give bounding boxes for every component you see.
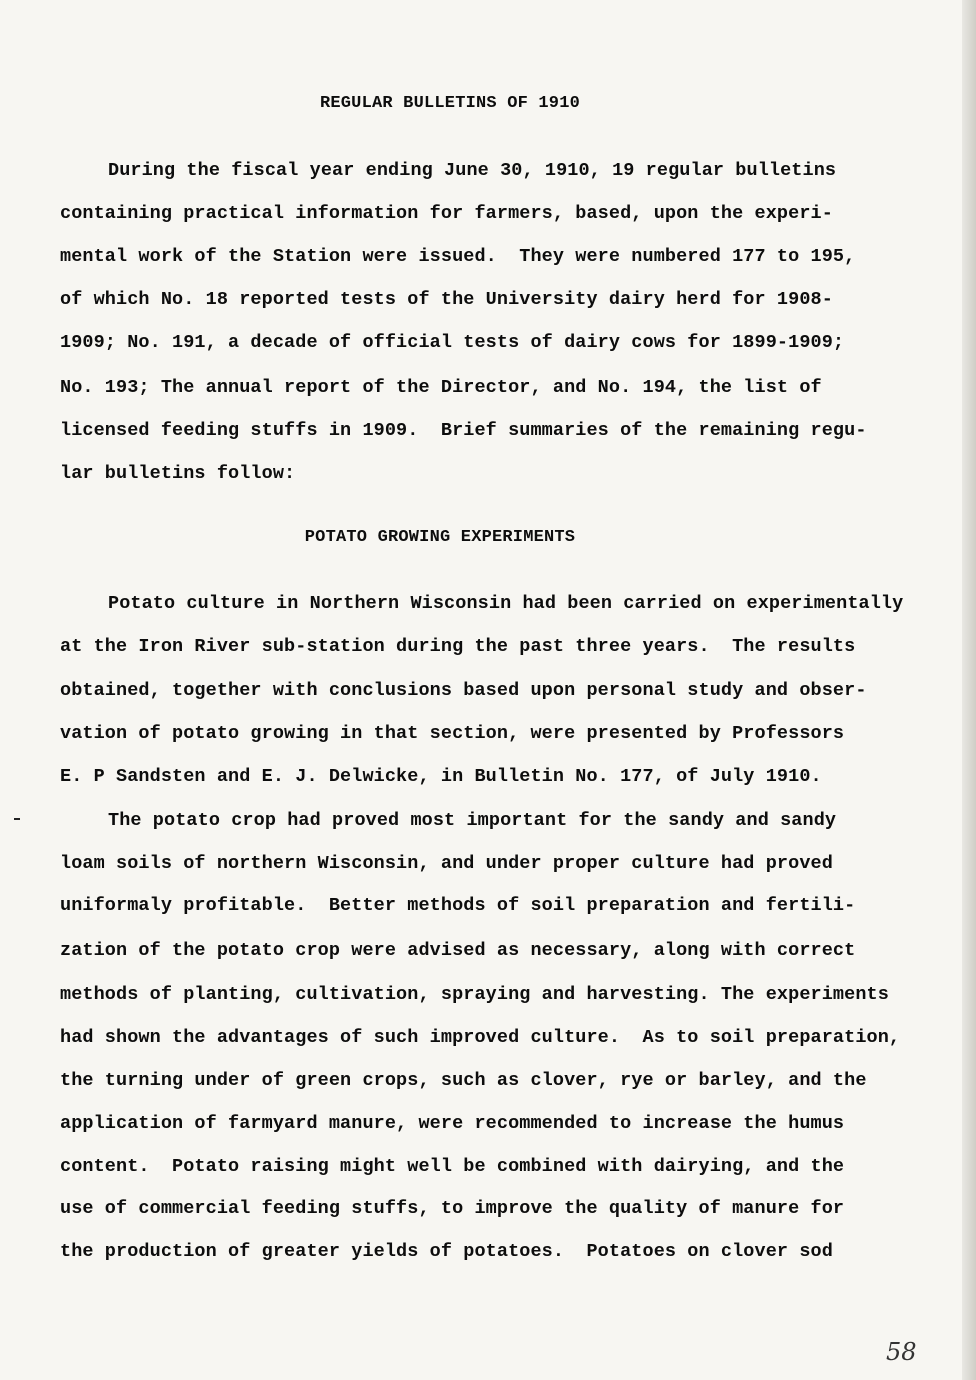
text-line: containing practical information for farmers, based, upon the experi- [60,203,833,224]
text-line: No. 193; The annual report of the Director, and No. 194, the list of [60,377,822,398]
text-line: methods of planting, cultivation, spraying and harvesting. The experiments [60,984,889,1005]
text-line: Potato culture in Northern Wisconsin had been carried on experimentally [108,593,904,614]
text-line: During the fiscal year ending June 30, 1910, 19 regular bulletins [108,160,837,181]
text-line: had shown the advantages of such improved culture. As to soil preparation, [60,1027,901,1048]
text-line: the turning under of green crops, such as clover, rye or barley, and the [60,1070,867,1091]
text-line: of which No. 18 reported tests of the University dairy herd for 1908- [60,289,833,310]
text-line: lar bulletins follow: [60,463,296,484]
text-line: obtained, together with conclusions based upon personal study and obser- [60,680,867,701]
text-line: at the Iron River sub-station during the past three years. The results [60,636,856,657]
section-heading-regular-bulletins: REGULAR BULLETINS OF 1910 [319,94,581,113]
text-line: the production of greater yields of potatoes. Potatoes on clover sod [60,1241,833,1262]
text-line: mental work of the Station were issued. They were numbered 177 to 195, [60,246,856,267]
page-edge-shadow [962,0,976,1380]
text-line: vation of potato growing in that section, were presented by Professors [60,723,845,744]
text-line: licensed feeding stuffs in 1909. Brief summaries of the remaining regu- [60,420,867,441]
text-line: E. P Sandsten and E. J. Delwicke, in Bulletin No. 177, of July 1910. [60,766,822,787]
text-line: The potato crop had proved most important for the sandy and sandy [108,810,837,831]
section-heading-potato-growing: POTATO GROWING EXPERIMENTS [304,528,576,547]
page-number: 58 [886,1338,917,1366]
text-line: 1909; No. 191, a decade of official tests of dairy cows for 1899-1909; [60,332,845,353]
text-line: application of farmyard manure, were recommended to increase the humus [60,1113,845,1134]
text-line: content. Potato raising might well be combined with dairying, and the [60,1156,845,1177]
margin-mark [14,818,20,820]
text-line: loam soils of northern Wisconsin, and under proper culture had proved [60,853,833,874]
text-line: use of commercial feeding stuffs, to improve the quality of manure for [60,1198,845,1219]
text-line: uniformaly profitable. Better methods of soil preparation and fertili- [60,895,856,916]
text-line: zation of the potato crop were advised as necessary, along with correct [60,940,856,961]
